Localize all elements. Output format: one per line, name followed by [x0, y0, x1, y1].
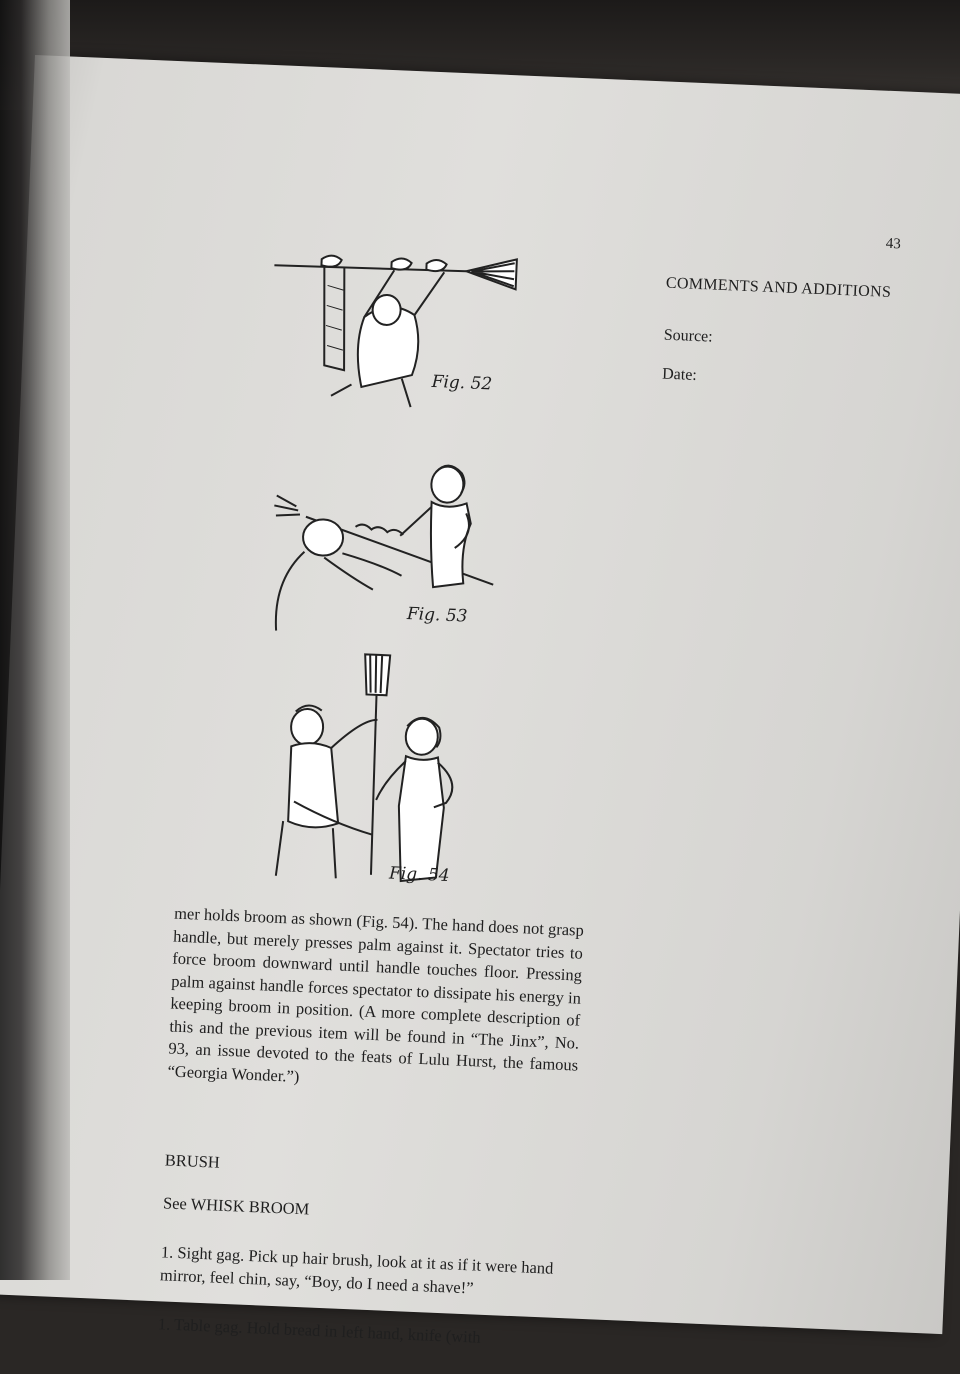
figure-53-caption: Fig. 53 [406, 604, 468, 627]
page-curl-shadow [0, 0, 70, 1280]
source-label: Source: [663, 326, 714, 346]
body-paragraph: mer holds broom as shown (Fig. 54). The hand does not grasp handle, but merely presses palm against it. Spectator tries to force broom downward until handle touches floor. Pressing palm against handle forces spectator to dissipate his energy in keeping broom in position. (A more complete description of this and the previous item will be found in “The Jinx”, No. 93, an issue devoted to the feats of Lulu Hurst, the famous “Georgia Wonder.”) [167, 903, 585, 1086]
cross-reference-whisk-broom: See WHISK BROOM [162, 1193, 310, 1219]
page-content [0, 55, 960, 1374]
comments-title: COMMENTS AND ADDITIONS [665, 274, 892, 302]
list-item: 1. Sight gag. Pick up hair brush, look at it as if it were hand mirror, feel chin, say, “Boy, do I need a shave!” [159, 1242, 554, 1297]
figure-54 [260, 640, 530, 901]
date-label: Date: [661, 365, 698, 384]
figure-52 [261, 243, 527, 414]
figure-54-caption: Fig. 54 [388, 863, 450, 887]
section-heading-brush: BRUSH [164, 1150, 221, 1172]
figure-54-illustration [260, 640, 530, 901]
list-item: 1. Table gag. Hold bread in left hand, knife (with [157, 1314, 482, 1347]
page-number: 43 [885, 235, 902, 253]
figure-52-caption: Fig. 52 [431, 371, 493, 395]
figure-53 [261, 455, 528, 646]
figure-53-illustration [261, 455, 528, 646]
book-page [0, 55, 960, 1347]
